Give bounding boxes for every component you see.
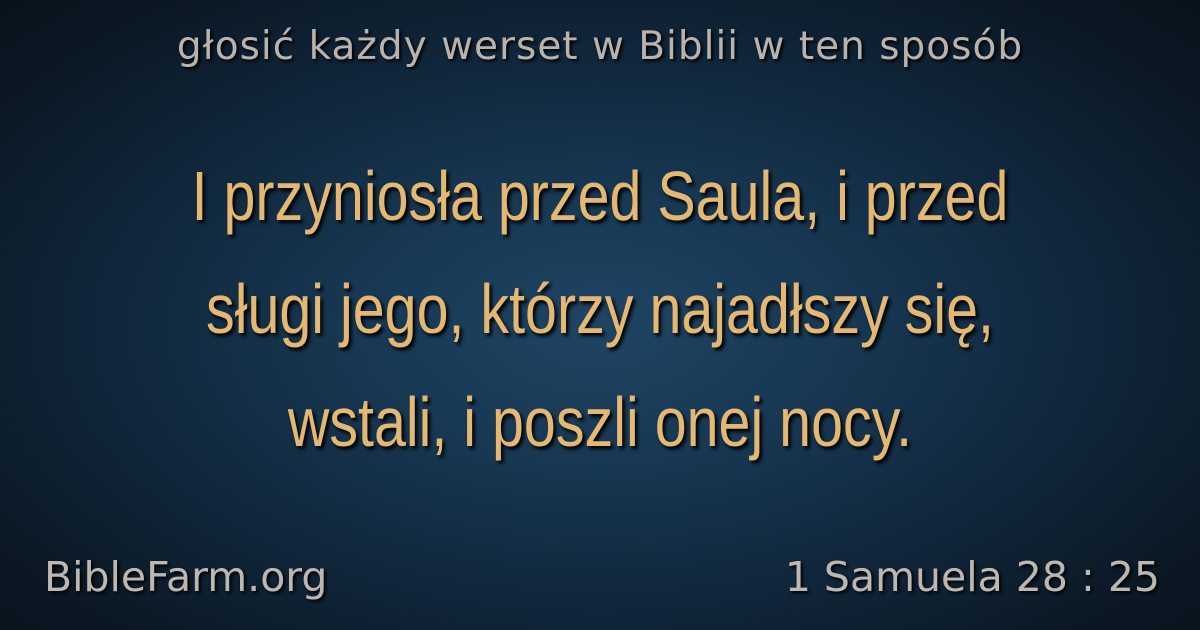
tagline: głosić każdy werset w Biblii w ten sposób — [176, 24, 1024, 69]
verse-line: wstali, i poszli onej nocy. — [287, 383, 913, 461]
verse-line: I przyniosła przed Saula, i przed — [191, 157, 1009, 235]
verse-line: sługi jego, którzy najadłszy się, — [205, 270, 995, 348]
verse-reference: 1 Samuela 28 : 25 — [784, 553, 1160, 601]
verse-text — [141, 140, 1059, 479]
site-name: BibleFarm.org — [44, 553, 328, 601]
